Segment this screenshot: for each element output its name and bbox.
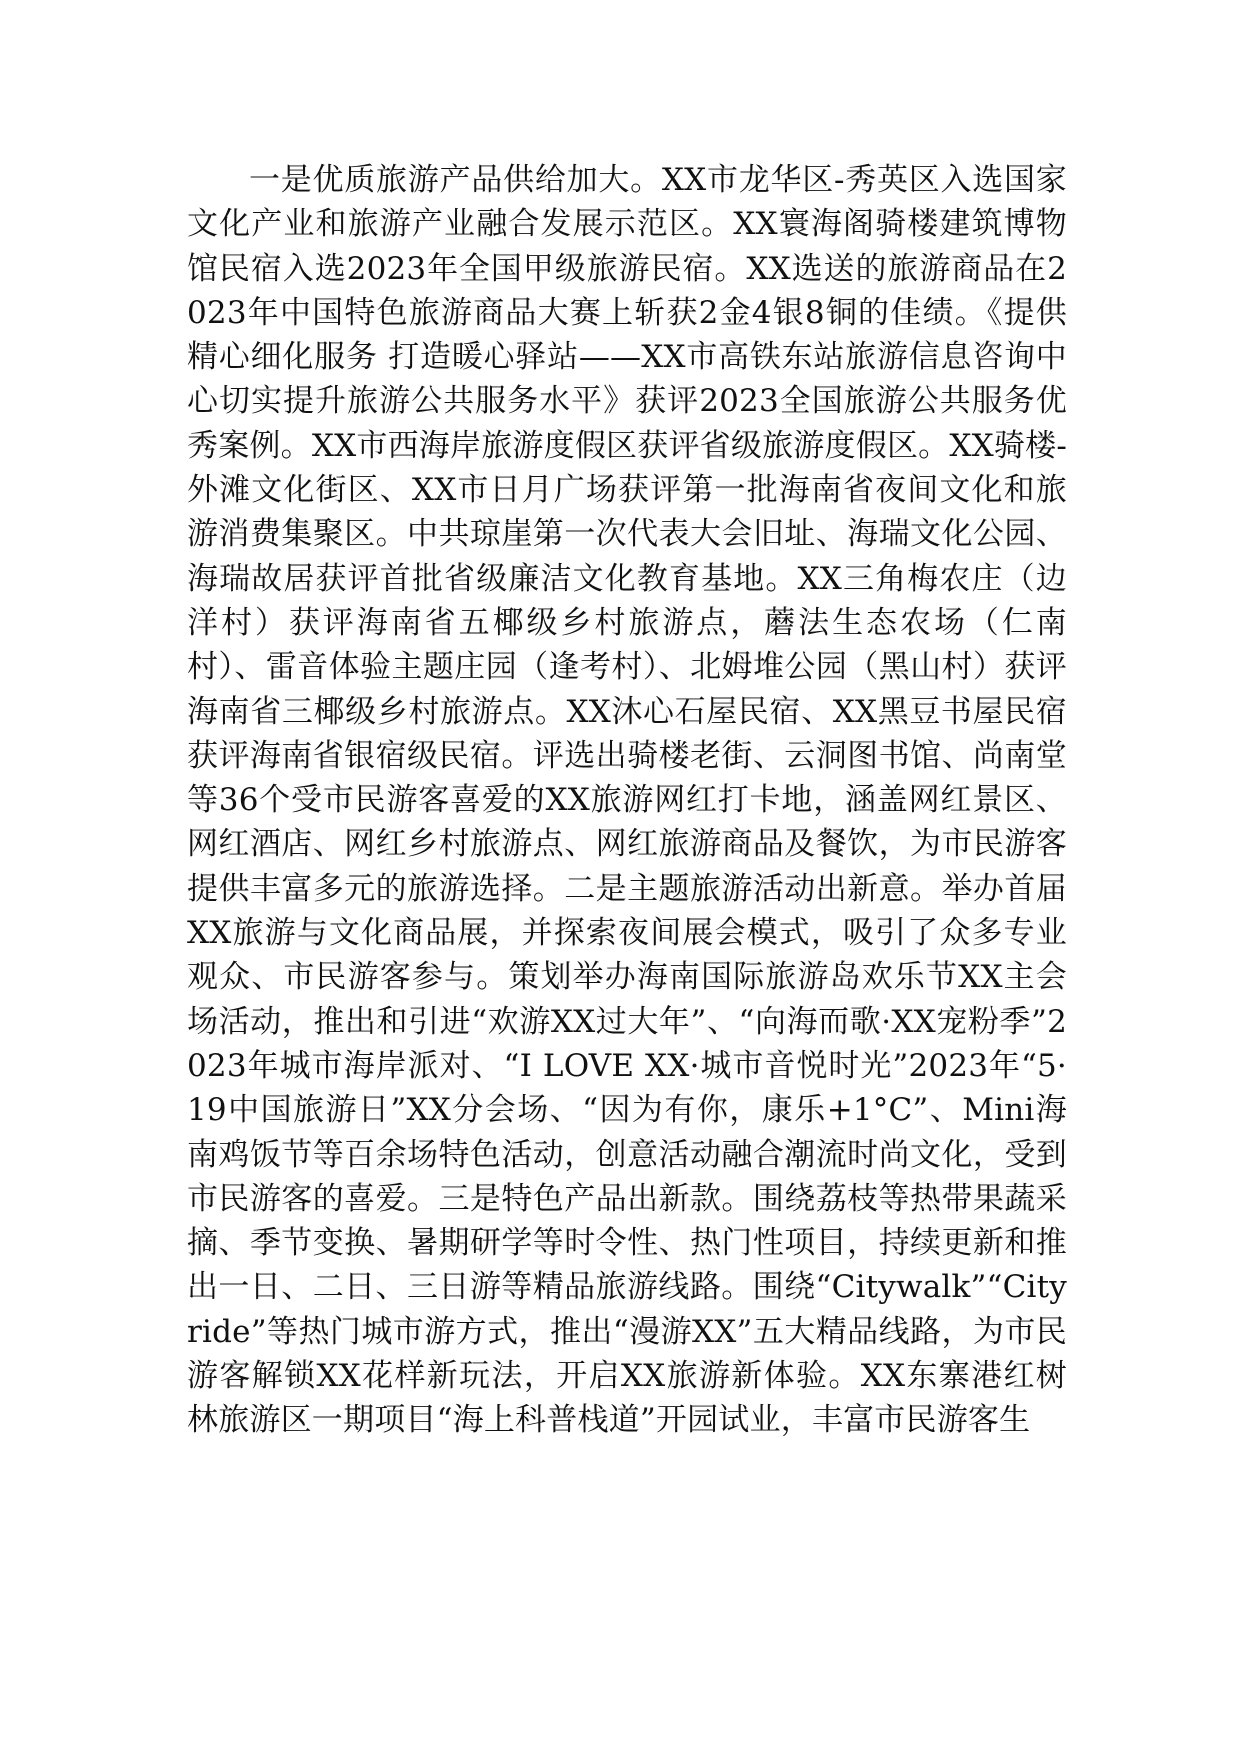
- body-paragraph: 一是优质旅游产品供给加大。XX市龙华区-秀英区入选国家文化产业和旅游产业融合发展示范区。XX寰海阁骑楼建筑博物馆民宿入选2023年全国甲级旅游民宿。XX选送的旅游商品在2023年中国特色旅游商品大赛上斩获2金4银8铜的佳绩。《提供精心细化服务 打造暖心驿站——XX市高铁东站旅游信息咨询中心切实提升旅游公共服务水平》获评2023全国旅游公共服务优秀案例。XX市西海岸旅游度假区获评省级旅游度假区。XX骑楼-外滩文化街区、XX市日月广场获评第一批海南省夜间文化和旅游消费集聚区。中共琼崖第一次代表大会旧址、海瑞文化公园、海瑞故居获评首批省级廉洁文化教育基地。XX三角梅农庄（边洋村）获评海南省五椰级乡村旅游点，蘑法生态农场（仁南村）、雷音体验主题庄园（逢考村）、北姆堆公园（黑山村）获评海南省三椰级乡村旅游点。XX沐心石屋民宿、XX黑豆书屋民宿获评海南省银宿级民宿。评选出骑楼老街、云洞图书馆、尚南堂等36个受市民游客喜爱的XX旅游网红打卡地，涵盖网红景区、网红酒店、网红乡村旅游点、网红旅游商品及餐饮，为市民游客提供丰富多元的旅游选择。二是主题旅游活动出新意。举办首届XX旅游与文化商品展，并探索夜间展会模式，吸引了众多专业观众、市民游客参与。策划举办海南国际旅游岛欢乐节XX主会场活动，推出和引进“欢游XX过大年”、“向海而歌·XX宠粉季”2023年城市海岸派对、“I LOVE XX·城市音悦时光”2023年“5·19中国旅游日”XX分会场、“因为有你，康乐+1°C”、Mini海南鸡饭节等百余场特色活动，创意活动融合潮流时尚文化，受到市民游客的喜爱。三是特色产品出新款。围绕荔枝等热带果蔬采摘、季节变换、暑期研学等时令性、热门性项目，持续更新和推出一日、二日、三日游等精品旅游线路。围绕“Citywalk”“Cityride”等热门城市游方式，推出“漫游XX”五大精品线路，为市民游客解锁XX花样新玩法，开启XX旅游新体验。XX东寨港红树林旅游区一期项目“海上科普栈道”开园试业，丰富市民游客生: [187, 162, 1067, 1439]
